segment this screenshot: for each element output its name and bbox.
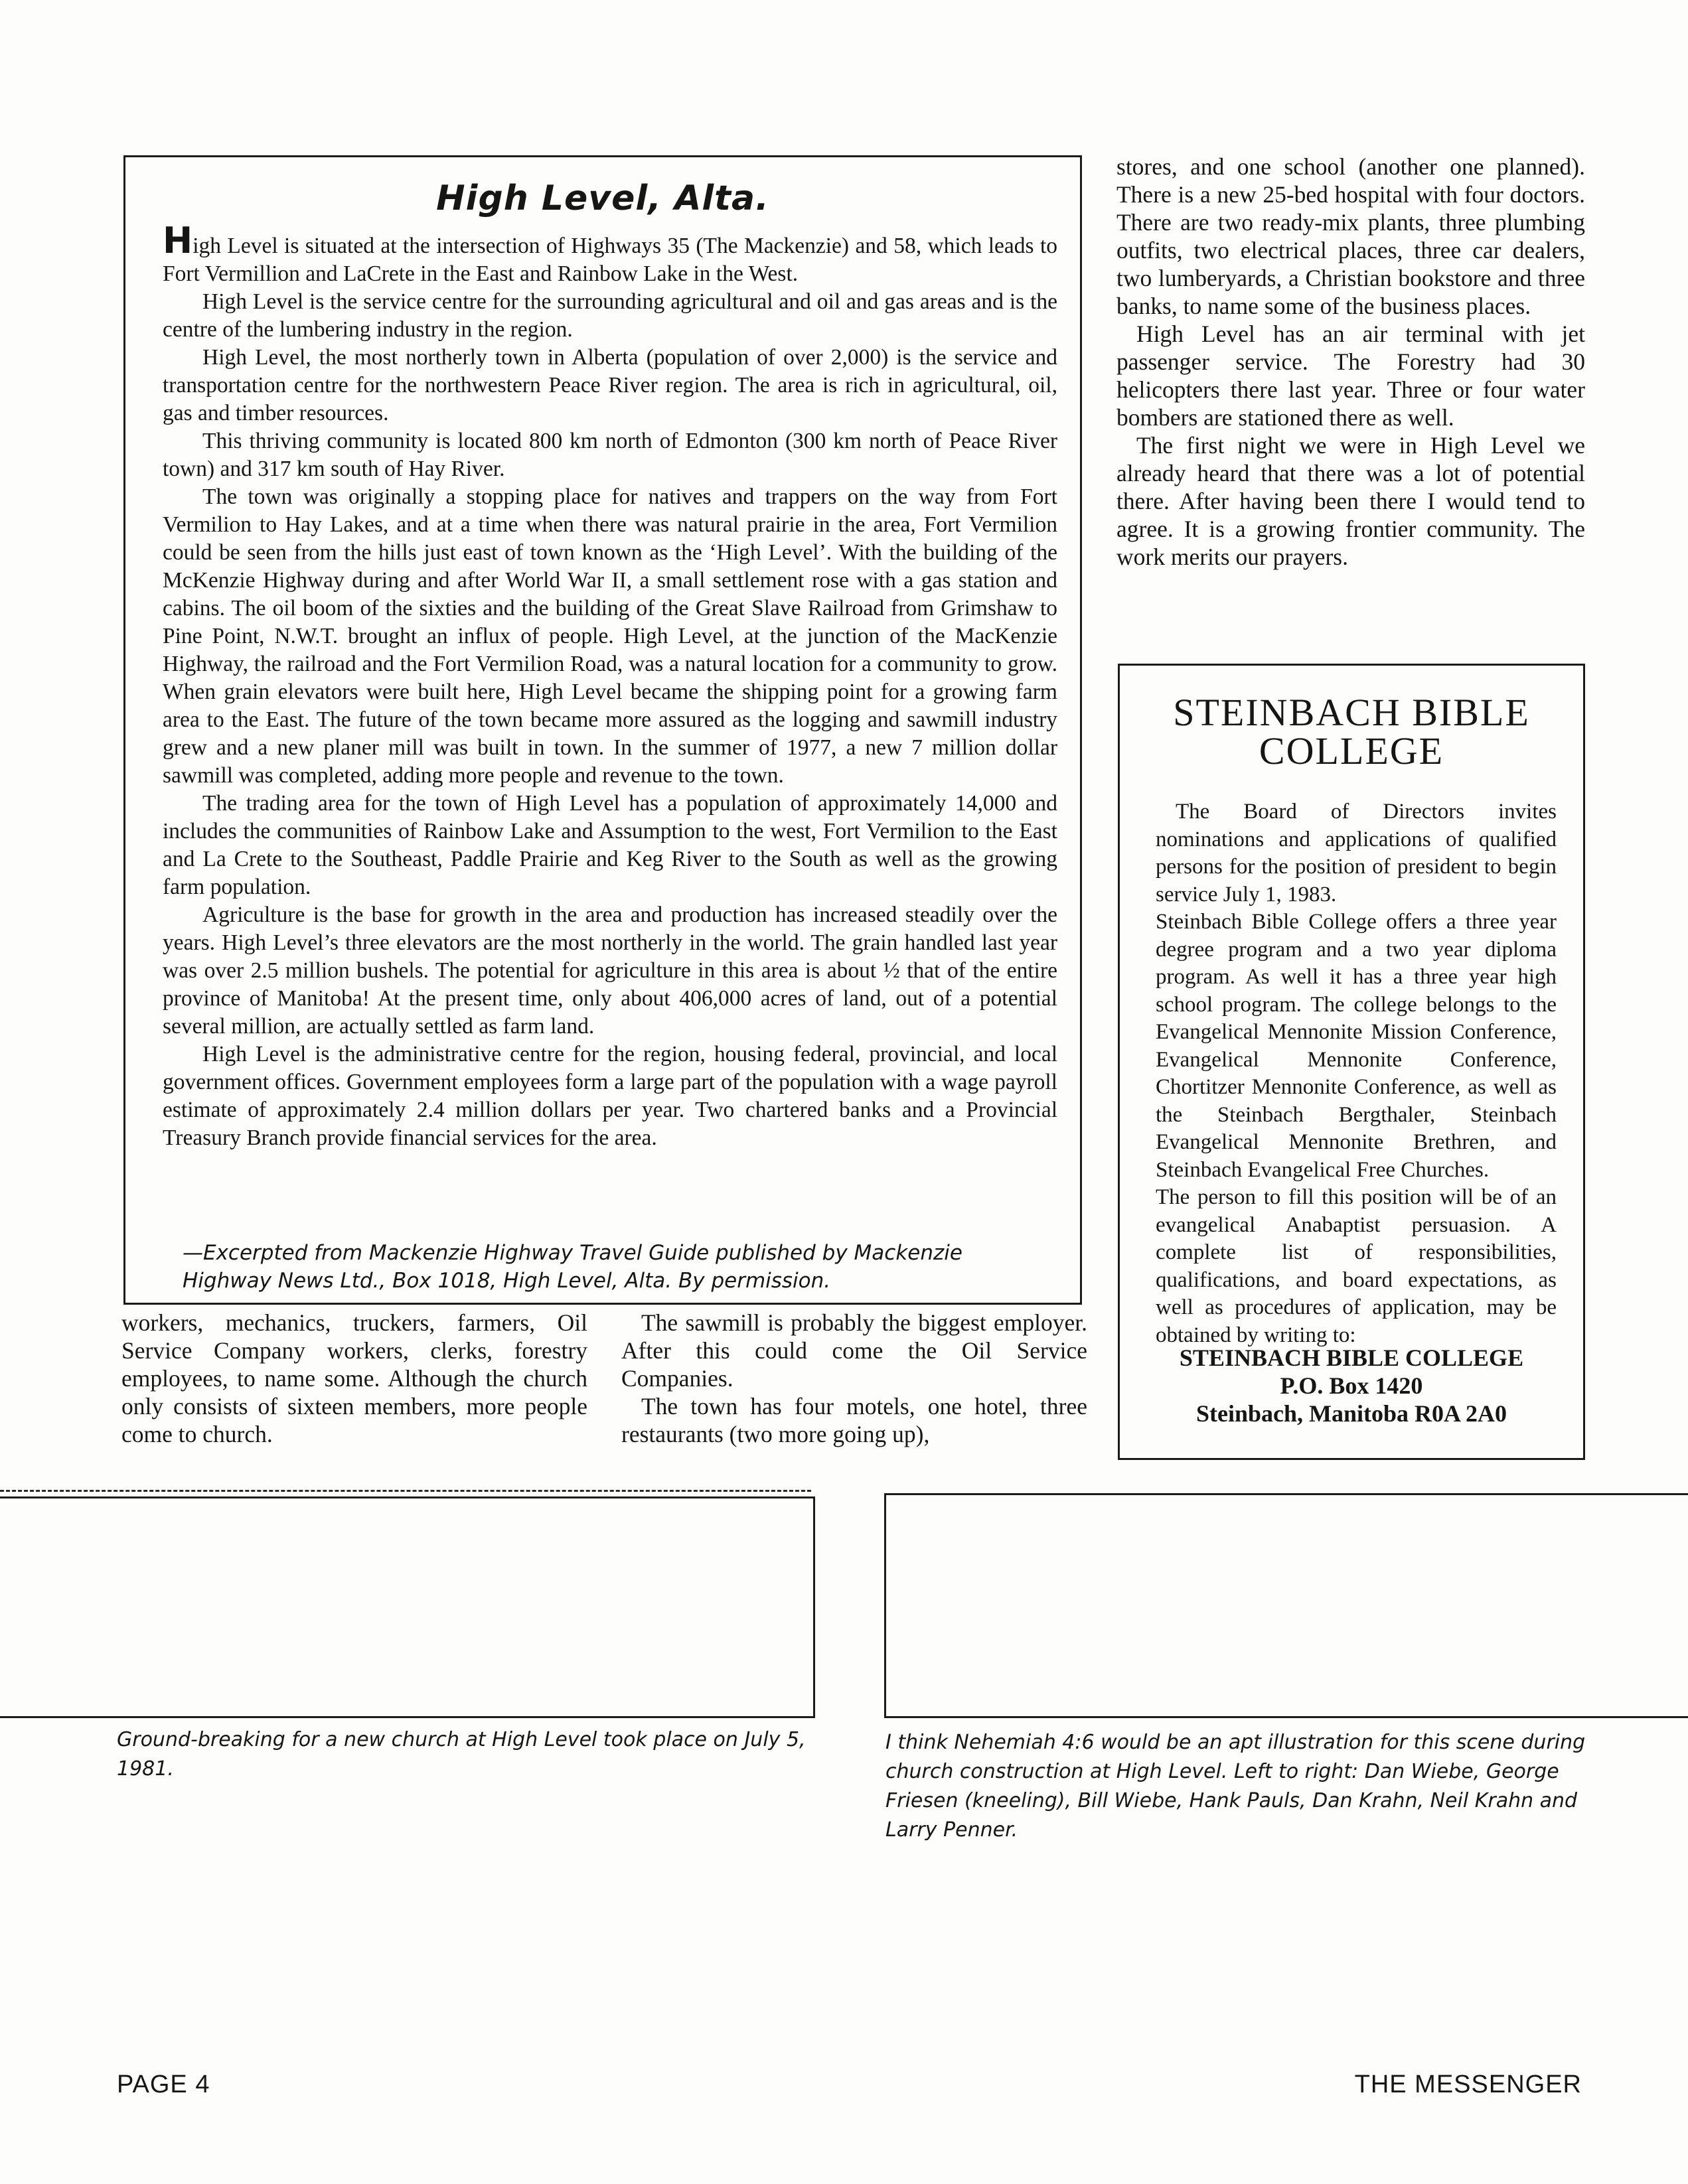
page-number: PAGE 4 (117, 2071, 210, 2098)
article-paragraph: The sawmill is probably the biggest employer. After this could come the Oil Service Companies. (621, 1309, 1087, 1392)
article-column-left (121, 1309, 587, 1448)
photo-caption-right: I think Nehemiah 4:6 would be an apt illustration for this scene during church construction at High Level. Left to right: Dan Wiebe, George Friesen (kneeling), Bill Wiebe, Hank Pauls, Dan Krahn, Neil Krahn and Larry Penner. (885, 1731, 1586, 1842)
college-ad-box (1118, 664, 1585, 1460)
feature-paragraph: High Level is the administrative centre for the region, housing federal, provincial, and local government offices. Government employees form a large part of the population with a wage payroll estimate of approximately 2.4 million dollars per year. Two chartered banks and a Provincial Treasury Branch provide financial services for the area. (163, 1042, 1057, 1150)
ad-paragraph: The person to fill this position will be of an evangelical Anabaptist persuasion. A complete list of responsibilities, qualifications, and board expectations, as well as procedures of application, may be obtained by writing to: (1156, 1185, 1557, 1347)
article-paragraph: High Level has an air terminal with jet passenger service. The Forestry had 30 helicopters there last year. Three or four water bombers are stationed there as well. (1116, 321, 1585, 431)
feature-paragraph: High Level is the service centre for the surrounding agricultural and oil and gas areas and is the centre of the lumbering industry in the region. (163, 289, 1057, 342)
photo-caption-left: Ground-breaking for a new church at High Level took place on July 5, 1981. (117, 1728, 806, 1781)
ad-title-line: COLLEGE (1259, 729, 1444, 772)
section-divider (0, 1490, 811, 1492)
ad-title-line: STEINBACH BIBLE (1173, 691, 1530, 734)
feature-body (163, 220, 1057, 1152)
ad-title (1120, 693, 1583, 770)
photo-frame-right (884, 1493, 1688, 1718)
ad-address-line: STEINBACH BIBLE COLLEGE (1179, 1345, 1524, 1371)
ad-address (1118, 1344, 1585, 1427)
ad-paragraph: The Board of Directors invites nominations and applications of qualified persons for the position of president to begin service July 1, 1983. (1156, 800, 1557, 907)
feature-paragraph: Agriculture is the base for growth in the area and production has increased steadily over the years. High Level’s three elevators are the most northerly in the world. The grain handled last year was over 2.5 million bushels. The potential for agriculture in this area is about ½ that of the entire province of Manitoba! At the present time, only about 406,000 acres of land, out of a potential several million, are actually settled as farm land. (163, 903, 1057, 1039)
feature-title: High Level, Alta. (436, 179, 769, 218)
feature-box (123, 155, 1082, 1305)
ad-body (1156, 798, 1557, 1349)
feature-paragraph: This thriving community is located 800 km north of Edmonton (300 km north of Peace River town) and 317 km south of Hay River. (163, 429, 1057, 481)
feature-paragraph: The trading area for the town of High Level has a population of approximately 14,000 and includes the communities of Rainbow Lake and Assumption to the west, Fort Vermilion to the East and La Crete to the Southeast, Paddle Prairie and Keg River to the South as well as the growing farm population. (163, 791, 1057, 899)
photo-frame-left (0, 1496, 815, 1718)
article-paragraph: workers, mechanics, truckers, farmers, Oil Service Company workers, clerks, forestry employees, to name some. Although the church only consists of sixteen members, more people come to church. (121, 1309, 587, 1447)
feature-paragraph: High Level, the most northerly town in Alberta (population of over 2,000) is the service and transportation centre for the northwestern Peace River region. The area is rich in agricultural, oil, gas and timber resources. (163, 345, 1057, 425)
article-paragraph: The town has four motels, one hotel, three restaurants (two more going up), (621, 1393, 1087, 1447)
feature-credit: —Excerpted from Mackenzie Highway Travel Guide published by Mackenzie Highway News Ltd., Box 1018, High Level, Alta. By permission. (183, 1241, 962, 1293)
publication-name: THE MESSENGER (1354, 2071, 1582, 2098)
ad-address-line: Steinbach, Manitoba R0A 2A0 (1195, 1400, 1507, 1427)
ad-address-line: P.O. Box 1420 (1280, 1372, 1423, 1399)
drop-cap: H (163, 220, 193, 261)
article-paragraph: stores, and one school (another one planned). There is a new 25-bed hospital with four doctors. There are two ready-mix plants, three plumbing outfits, two electrical places, three car dealers, two lumberyards, a Christian bookstore and three banks, to name some of the business places. (1116, 153, 1585, 319)
feature-paragraph: The town was originally a stopping place for natives and trappers on the way from Fort Vermilion to Hay Lakes, and at a time when there was natural prairie in the area, Fort Vermilion could be seen from the hills just east of town known as the ‘High Level’. With the building of the McKenzie Highway during and after World War II, a small settlement rose with a gas station and cabins. The oil boom of the sixties and the building of the Great Slave Railroad from Grimshaw to Pine Point, N.W.T. brought an influx of people. High Level, at the junction of the MacKenzie Highway, the railroad and the Fort Vermilion Road, was a natural location for a community to grow. When grain elevators were built here, High Level became the shipping point for a growing farm area to the East. The future of the town became more assured as the logging and sawmill industry grew and a new planer mill was built in town. In the summer of 1977, a new 7 million dollar sawmill was completed, adding more people and revenue to the town. (163, 484, 1057, 788)
article-column-middle (621, 1309, 1087, 1448)
article-paragraph: The first night we were in High Level we already heard that there was a lot of potential there. After having been there I would tend to agree. It is a growing frontier community. The work merits our prayers. (1116, 432, 1585, 570)
feature-paragraph: High Level is situated at the intersection of Highways 35 (The Mackenzie) and 58, which leads to Fort Vermillion and LaCrete in the East and Rainbow Lake in the West. (163, 220, 1057, 286)
article-column-right (1116, 153, 1585, 571)
ad-paragraph: Steinbach Bible College offers a three year degree program and a two year diploma program. As well it has a three year high school program. The college belongs to the Evangelical Mennonite Mission Conference, Evangelical Mennonite Conference, Chortitzer Mennonite Conference, as well as the Steinbach Bergthaler, Steinbach Evangelical Mennonite Brethren, and Steinbach Evangelical Free Churches. (1156, 910, 1557, 1182)
